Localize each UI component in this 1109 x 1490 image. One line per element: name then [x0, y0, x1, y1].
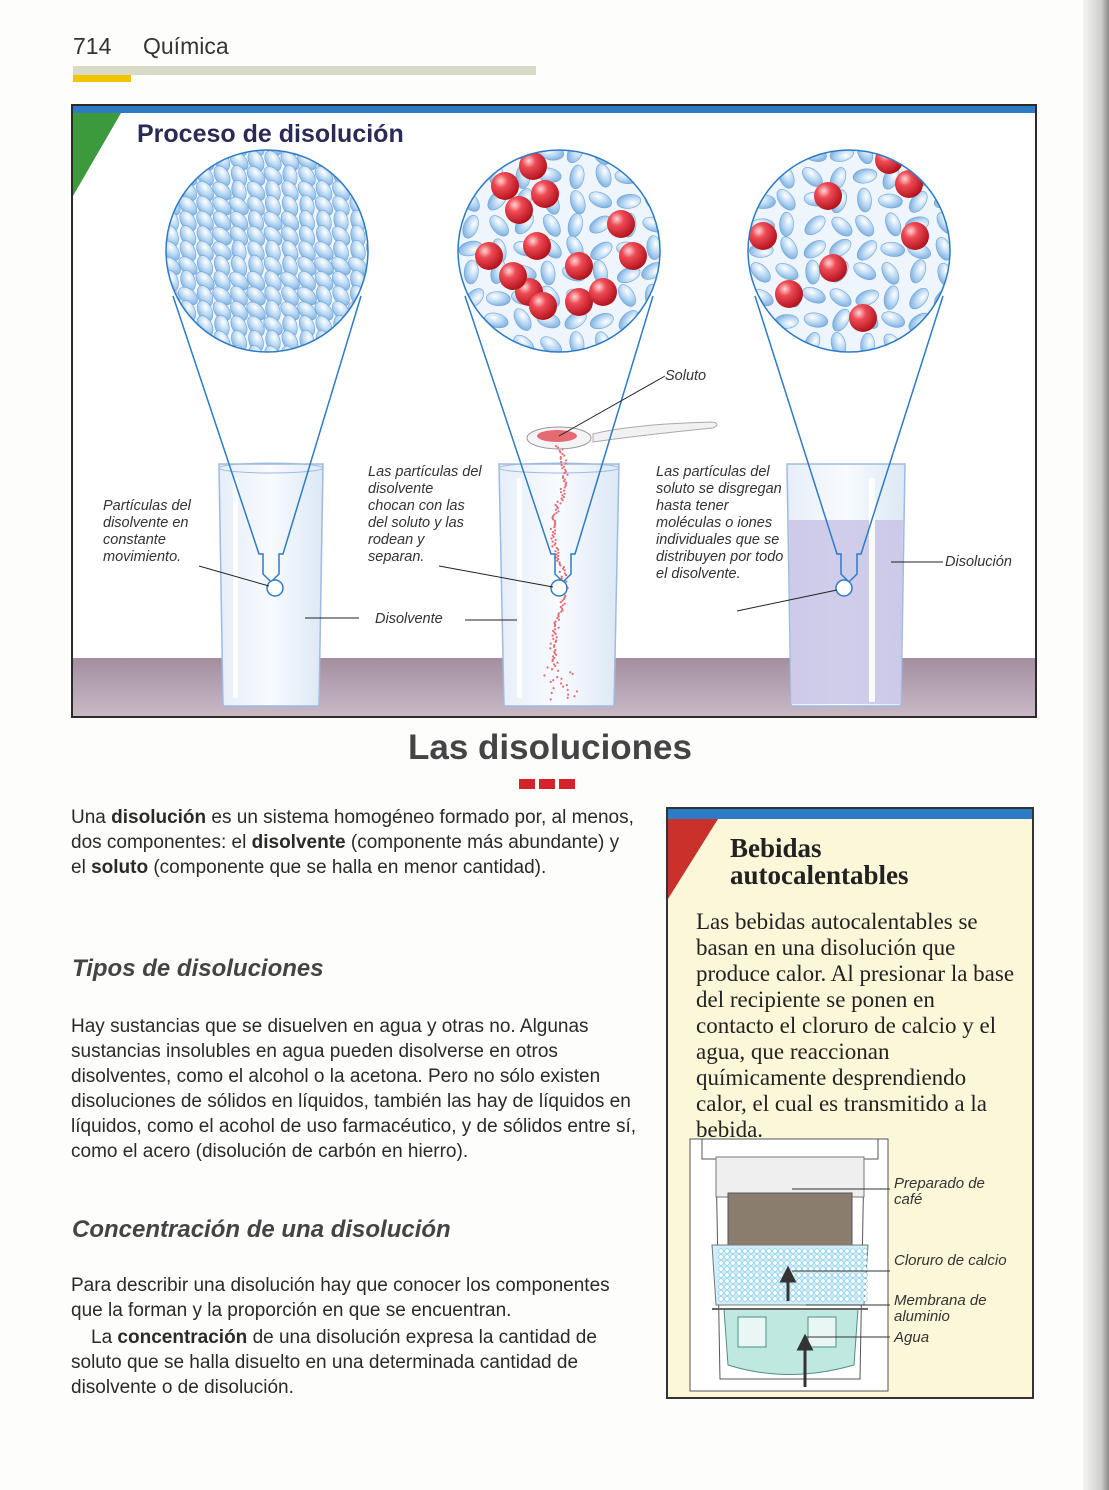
concentration-paragraph-1: Para describir una disolución hay que conocer los componentes que la forman y la proporción en que se encuentran.	[71, 1275, 610, 1321]
label-water: Agua	[894, 1329, 930, 1346]
figure-title: Proceso de disolución	[137, 120, 404, 148]
dissolution-figure	[71, 104, 1037, 718]
types-heading: Tipos de disoluciones	[72, 955, 324, 982]
magnified-dissolving	[457, 138, 668, 359]
sidebar-text: Las bebidas autocalentables se basan en una disolución que produce calor. Al presionar la base del recipiente se ponen en contacto el cloruro de calcio y el agua, que reaccionan químicamente desprendiendo calor, el cual es transmitido a la bebida.	[696, 909, 1015, 1142]
caption-solute: Soluto	[665, 368, 707, 384]
page-number: 714	[73, 33, 112, 59]
concentration-heading: Concentración de una disolución	[72, 1216, 451, 1243]
main-heading: Las disoluciones	[408, 728, 692, 767]
header-accent	[73, 75, 131, 82]
figure-top-bar	[73, 106, 1037, 113]
label-membrane: Membrana de aluminio	[894, 1292, 987, 1325]
sidebar-box	[666, 807, 1034, 1399]
concentration-paragraph-2: La concentración de una disolución expresa la cantidad de soluto que se halla disuelto en una determinada cantidad de disolvente o de disolución.	[71, 1327, 597, 1398]
magnified-solution	[746, 139, 959, 361]
label-calcium: Cloruro de calcio	[894, 1252, 1007, 1269]
heading-ornament	[519, 776, 585, 788]
caption-disperse: Las partículas del soluto se disgregan hasta tener moléculas o iones individuales que se distribuyen por todo el disolvente.	[656, 464, 784, 582]
self-heating-can	[690, 1139, 890, 1391]
dissolution-illustration	[73, 106, 1037, 718]
types-paragraph: Hay sustancias que se disuelven en agua y otras no. Algunas sustancias insolubles en agua pueden disolverse en otros disolventes, como el alcohol o la acetona. Pero no sólo existen disoluciones de sólidos en líquidos, también las hay de líquidos en líquidos, como el acohol de uso farmacéutico, y de sólidos entre sí, como el acero (disolución de carbón en hierro).	[71, 1016, 637, 1162]
intro-paragraph: Una disolución es un sistema homogéneo formado por, al menos, dos componentes: el disolvente (componente más abundante) y el soluto (componente que se halla en menor cantidad).	[71, 807, 634, 878]
sidebar-corner	[668, 819, 718, 899]
caption-solvent: Disolvente	[375, 611, 443, 627]
caption-solution: Disolución	[945, 554, 1012, 570]
sidebar-title	[730, 835, 909, 889]
figure-corner	[73, 113, 121, 196]
caption-solvent-particles: Partículas del disolvente en constante movimiento.	[103, 498, 191, 565]
caption-collide: Las partículas del disolvente chocan con las del soluto y las rodean y separan.	[368, 464, 482, 565]
header-rule	[73, 66, 536, 75]
sidebar-title-line1: Bebidas	[730, 833, 822, 863]
page-edge-shadow	[1083, 0, 1109, 1490]
magnified-solvent	[158, 133, 388, 369]
label-coffee: Preparado de café	[894, 1175, 985, 1208]
sidebar-title-line2: autocalentables	[730, 860, 909, 890]
section-title: Química	[143, 33, 229, 59]
